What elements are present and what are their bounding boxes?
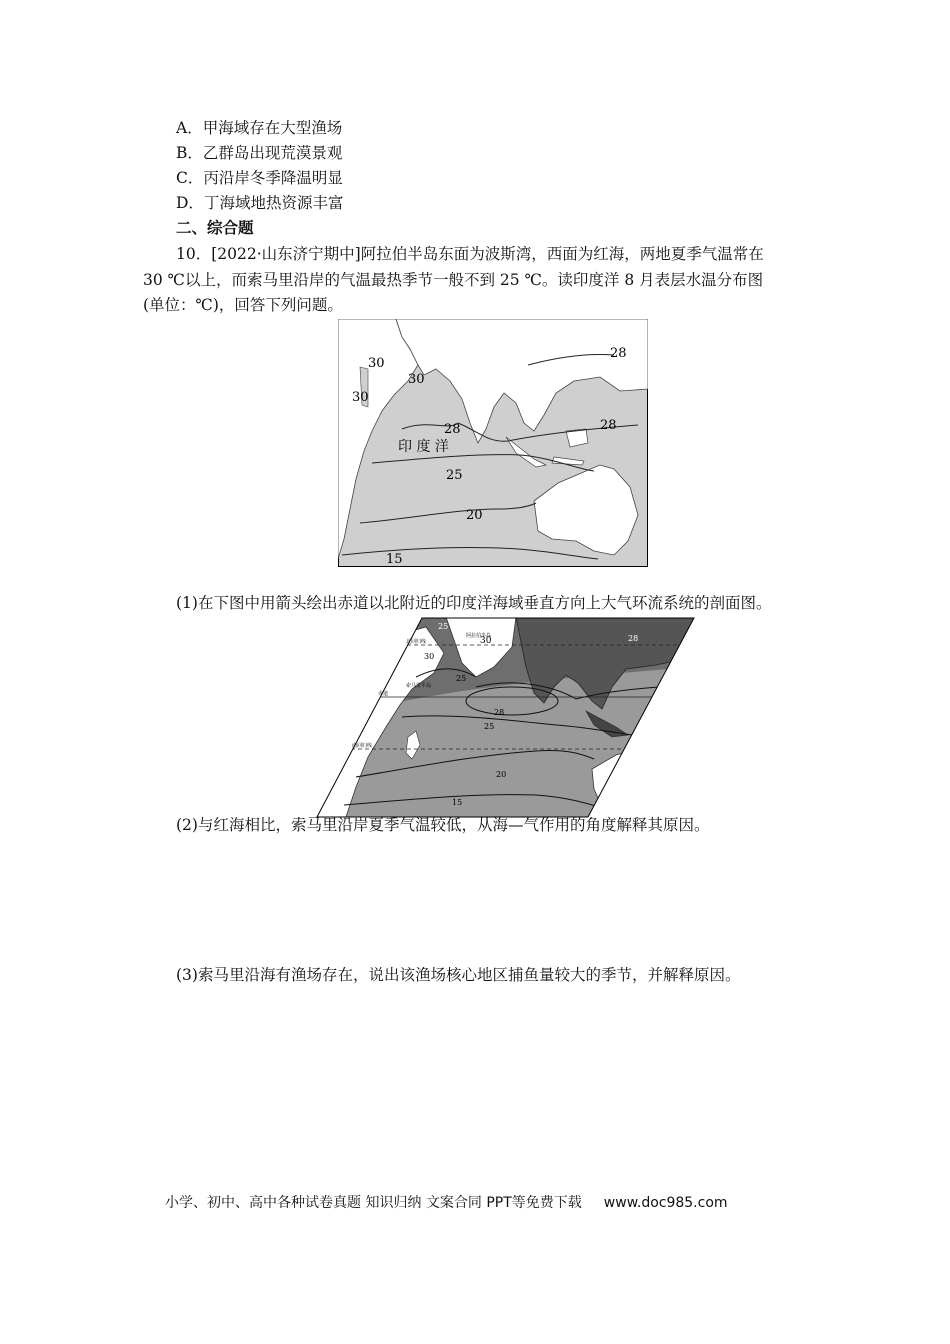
option-letter: B． — [176, 144, 203, 162]
option-letter: C． — [176, 169, 204, 187]
isotherm-label: 15 — [452, 798, 463, 807]
sub-question-1: (1)在下图中用箭头绘出赤道以北附近的印度洋海域垂直方向上大气环流系统的剖面图。 — [176, 594, 772, 612]
isotherm-label: 20 — [496, 770, 507, 779]
isotherm-label: 30 — [480, 636, 492, 646]
isotherm-label: 28 — [444, 422, 461, 437]
somalia-label: 索马里半岛 — [406, 683, 432, 689]
footer-text: 小学、初中、高中各种试卷真题 知识归纳 文案合同 PPT等免费下载 — [165, 1195, 582, 1211]
sketch-map — [316, 617, 696, 819]
sub-question-2: (2)与红海相比，索马里沿岸夏季气温较低，从海—气作用的角度解释其原因。 — [176, 816, 710, 834]
tropic-of-cancer-label: 北回归线 — [406, 639, 427, 645]
question-line-3: (单位：℃)，回答下列问题。 — [143, 296, 343, 314]
option-b — [176, 142, 342, 164]
asia-landmass — [516, 617, 694, 709]
isotherm-label: 28 — [628, 634, 639, 643]
option-letter: A． — [176, 119, 203, 137]
isotherm-label: 30 — [368, 356, 385, 371]
isotherm-label: 25 — [446, 468, 463, 483]
equator-label: 赤道 — [378, 691, 389, 697]
isotherm-label: 25 — [484, 722, 495, 731]
isotherm-label: 25 — [456, 674, 467, 683]
option-text: 丁海域地热资源丰富 — [203, 194, 344, 212]
sub-question-3: (3)索马里沿海有渔场存在，说出该渔场核心地区捕鱼量较大的季节，并解释原因。 — [176, 966, 741, 984]
option-text: 乙群岛出现荒漠景观 — [202, 144, 343, 162]
option-d — [176, 192, 343, 214]
option-letter: D． — [176, 194, 204, 212]
isotherm-label: 15 — [386, 552, 403, 567]
isotherm-label: 30 — [424, 652, 435, 661]
isotherm-label: 30 — [352, 390, 369, 405]
arabia-label: 阿拉伯半岛 — [466, 633, 492, 639]
option-c — [176, 167, 343, 189]
question-line-2: 30 ℃以上，而索马里沿岸的气温最热季节一般不到 25 ℃。读印度洋 8 月表层水温分布图 — [143, 271, 764, 289]
page-footer — [165, 1192, 728, 1212]
option-text: 甲海域存在大型渔场 — [202, 119, 343, 137]
isotherm-label: 30 — [408, 372, 425, 387]
option-a — [176, 117, 342, 139]
isotherm-label: 28 — [600, 418, 617, 433]
isotherm-label: 28 — [610, 346, 627, 361]
isotherm-label: 20 — [466, 508, 483, 523]
isotherm-label: 25 — [438, 622, 449, 631]
isotherm-label: 28 — [494, 708, 505, 717]
option-text: 丙沿岸冬季降温明显 — [203, 169, 343, 187]
sst-map — [338, 319, 648, 567]
question-line-1: 10．[2022·山东济宁期中]阿拉伯半岛东面为波斯湾，西面为红海，两地夏季气温常在 — [176, 245, 764, 263]
footer-site[interactable]: www.doc985.com — [603, 1195, 728, 1211]
section-heading: 二、综合题 — [176, 218, 254, 237]
ocean-label: 印 度 洋 — [398, 439, 449, 455]
tropic-of-capricorn-label: 南回归线 — [352, 743, 373, 749]
